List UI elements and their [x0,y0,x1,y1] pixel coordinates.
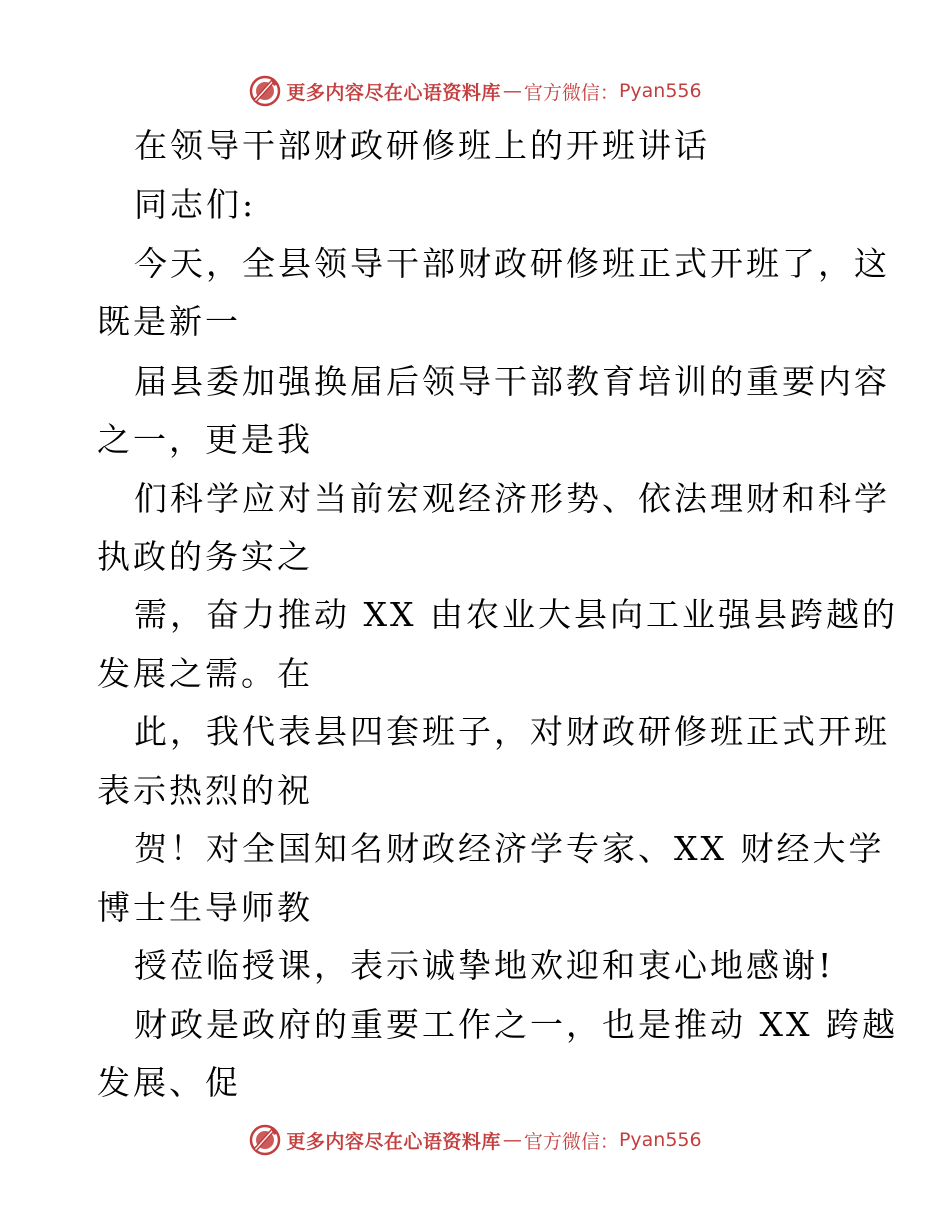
watermark-wechat-id: Pyan556 [618,80,702,102]
paragraph-line: 届县委加强换届后领导干部教育培训的重要内容 [134,362,890,401]
paragraph-line: 需，奋力推动 XX 由农业大县向工业强县跨越的 [134,595,898,634]
watermark-site-text: 更多内容尽在心语资料库 [286,81,501,104]
paragraph-line: 财政是政府的重要工作之一，也是推动 XX 跨越 [134,1005,898,1044]
paragraph-line: 贺！对全国知名财政经济学专家、XX 财经大学 [134,829,885,868]
header-watermark [0,71,950,111]
paragraph-line: 们科学应对当前宏观经济形势、依法理财和科学 [134,479,890,518]
document-title: 在领导干部财政研修班上的开班讲话 [134,126,710,165]
document-greeting: 同志们: [134,185,257,224]
paragraph-line: 发展之需。在 [97,654,313,693]
watermark-wechat-label: 官方微信： [523,81,619,104]
watermark-site-text: 更多内容尽在心语资料库 [286,1130,501,1153]
paragraph-line: 表示热烈的祝 [97,771,313,810]
paragraph-line: 此，我代表县四套班子，对财政研修班正式开班 [134,712,890,751]
watermark-wechat-label: 官方微信： [523,1130,619,1153]
paragraph-line: 既是新一 [97,302,241,341]
paragraph-line: 授莅临授课，表示诚挚地欢迎和衷心地感谢! [134,946,835,985]
paragraph-line: 博士生导师教 [97,888,313,927]
paragraph-line: 执政的务实之 [97,537,313,576]
quill-logo-icon [248,1123,282,1157]
watermark-dash: — [502,80,522,102]
paragraph-line: 之一，更是我 [97,420,313,459]
watermark-dash: — [502,1129,522,1151]
quill-logo-icon [248,74,282,108]
paragraph-line: 发展、促 [97,1063,241,1102]
watermark-wechat-id: Pyan556 [618,1129,702,1151]
footer-watermark [0,1120,950,1160]
paragraph-line: 今天，全县领导干部财政研修班正式开班了，这 [134,244,890,283]
